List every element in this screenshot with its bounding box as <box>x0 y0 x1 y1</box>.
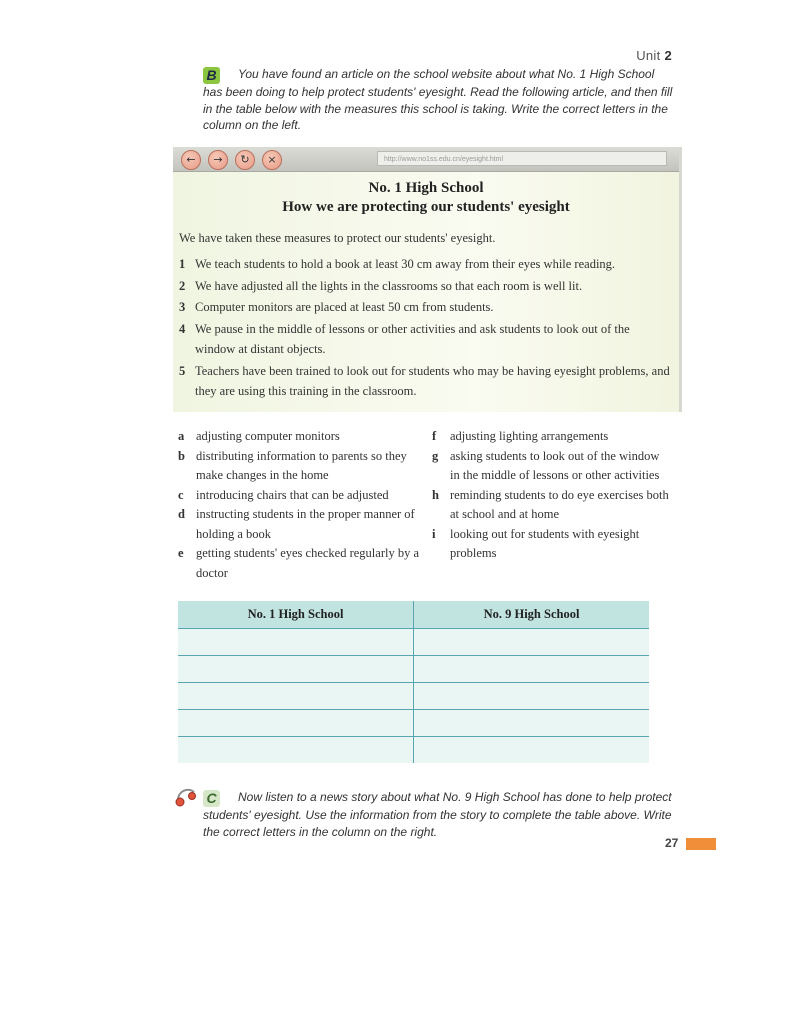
unit-word: Unit <box>636 48 661 63</box>
item-text: Teachers have been trained to look out for students who may be having eyesight problems, and they are using this training in the classroom. <box>195 363 670 398</box>
option-g <box>432 447 672 486</box>
back-arrow-icon[interactable]: ← <box>181 150 201 170</box>
table-row <box>178 737 649 764</box>
list-item <box>179 254 671 275</box>
item-number: 5 <box>179 363 186 378</box>
answer-cell-left[interactable] <box>178 710 414 737</box>
option-text: introducing chairs that can be adjusted <box>196 487 389 502</box>
answer-cell-left[interactable] <box>178 629 414 656</box>
list-item <box>179 297 671 318</box>
table-row <box>178 683 649 710</box>
answer-cell-left[interactable] <box>178 656 414 683</box>
table-header-row <box>178 601 649 629</box>
column-header-no9: No. 9 High School <box>414 601 650 629</box>
option-letter: b <box>178 448 185 463</box>
option-letter: e <box>178 546 184 560</box>
page-number: 27 <box>665 836 679 850</box>
refresh-icon[interactable]: ↻ <box>235 150 255 170</box>
column-header-no1: No. 1 High School <box>178 601 414 629</box>
answer-table <box>178 601 649 763</box>
table-row <box>178 629 649 656</box>
section-c-badge: C <box>203 790 220 807</box>
option-e <box>178 544 428 583</box>
option-letter: h <box>432 487 439 502</box>
answer-cell-right[interactable] <box>414 737 650 764</box>
option-text: getting students' eyes checked regularly by a doctor <box>196 546 420 580</box>
item-number: 4 <box>179 321 186 336</box>
unit-label <box>636 48 672 63</box>
option-text: adjusting computer monitors <box>196 429 340 443</box>
article-intro: We have taken these measures to protect our students' eyesight. <box>179 231 496 245</box>
option-text: reminding students to do eye exercises both at school and at home <box>450 487 669 521</box>
list-item <box>179 276 671 297</box>
table-row <box>178 710 649 737</box>
headphones-icon <box>174 784 200 810</box>
section-b-instructions <box>203 66 673 134</box>
url-address-field[interactable]: http://www.no1ss.edu.cn/eyesight.html <box>377 151 667 166</box>
answer-cell-right[interactable] <box>414 683 650 710</box>
section-b-badge: B <box>203 67 220 84</box>
answer-cell-left[interactable] <box>178 737 414 764</box>
options-right-column <box>432 427 672 564</box>
option-letter: i <box>432 526 436 541</box>
item-text: We pause in the middle of lessons or other activities and ask students to look out of the window at distant objects. <box>195 321 630 356</box>
answer-cell-right[interactable] <box>414 710 650 737</box>
item-number: 2 <box>179 278 186 293</box>
option-i <box>432 525 672 564</box>
option-letter: g <box>432 448 439 463</box>
measure-list <box>179 254 671 403</box>
item-text: We teach students to hold a book at least 30 cm away from their eyes while reading. <box>195 257 616 271</box>
answer-cell-left[interactable] <box>178 683 414 710</box>
close-icon[interactable]: × <box>262 150 282 170</box>
option-a <box>178 427 428 447</box>
option-letter: a <box>178 429 185 443</box>
forward-arrow-icon[interactable]: → <box>208 150 228 170</box>
option-letter: f <box>432 429 437 443</box>
option-letter: d <box>178 507 185 521</box>
browser-toolbar <box>173 147 679 172</box>
options-left-column <box>178 427 428 583</box>
option-f <box>432 427 672 447</box>
article-panel <box>173 147 679 412</box>
section-b-text: You have found an article on the school website about what No. 1 High School has been doing to help protect students' eyesight. Read the following article, and then fill in the table below with the measures this school is taking. Write the correct letters in the column on the left. <box>203 67 673 132</box>
option-c <box>178 486 428 506</box>
list-item <box>179 361 671 402</box>
option-text: asking students to look out of the window in the middle of lessons or other activities <box>450 448 660 482</box>
option-d <box>178 505 428 544</box>
option-text: adjusting lighting arrangements <box>450 429 609 443</box>
answer-cell-right[interactable] <box>414 629 650 656</box>
option-text: distributing information to parents so they make changes in the home <box>196 448 407 482</box>
unit-number: 2 <box>664 48 672 63</box>
option-b <box>178 447 428 486</box>
table-row <box>178 656 649 683</box>
article-title: No. 1 High School <box>368 180 484 196</box>
item-number: 3 <box>179 300 186 314</box>
page-tab-marker <box>684 838 716 850</box>
section-c-instructions <box>203 789 673 840</box>
item-number: 1 <box>179 257 186 271</box>
item-text: We have adjusted all the lights in the classrooms so that each room is well lit. <box>195 278 583 293</box>
article-subtitle: How we are protecting our students' eyesight <box>282 199 570 215</box>
list-item <box>179 319 671 360</box>
option-text: looking out for students with eyesight problems <box>450 526 640 560</box>
option-h <box>432 486 672 525</box>
option-text: instructing students in the proper manner of holding a book <box>196 507 415 541</box>
section-c-text: Now listen to a news story about what No. 9 High School has done to help protect students' eyesight. Use the information from the story to complete the table above. Write the correct letters in the column on the right. <box>203 790 672 839</box>
option-letter: c <box>178 487 184 502</box>
item-text: Computer monitors are placed at least 50 cm from students. <box>195 300 494 314</box>
answer-cell-right[interactable] <box>414 656 650 683</box>
